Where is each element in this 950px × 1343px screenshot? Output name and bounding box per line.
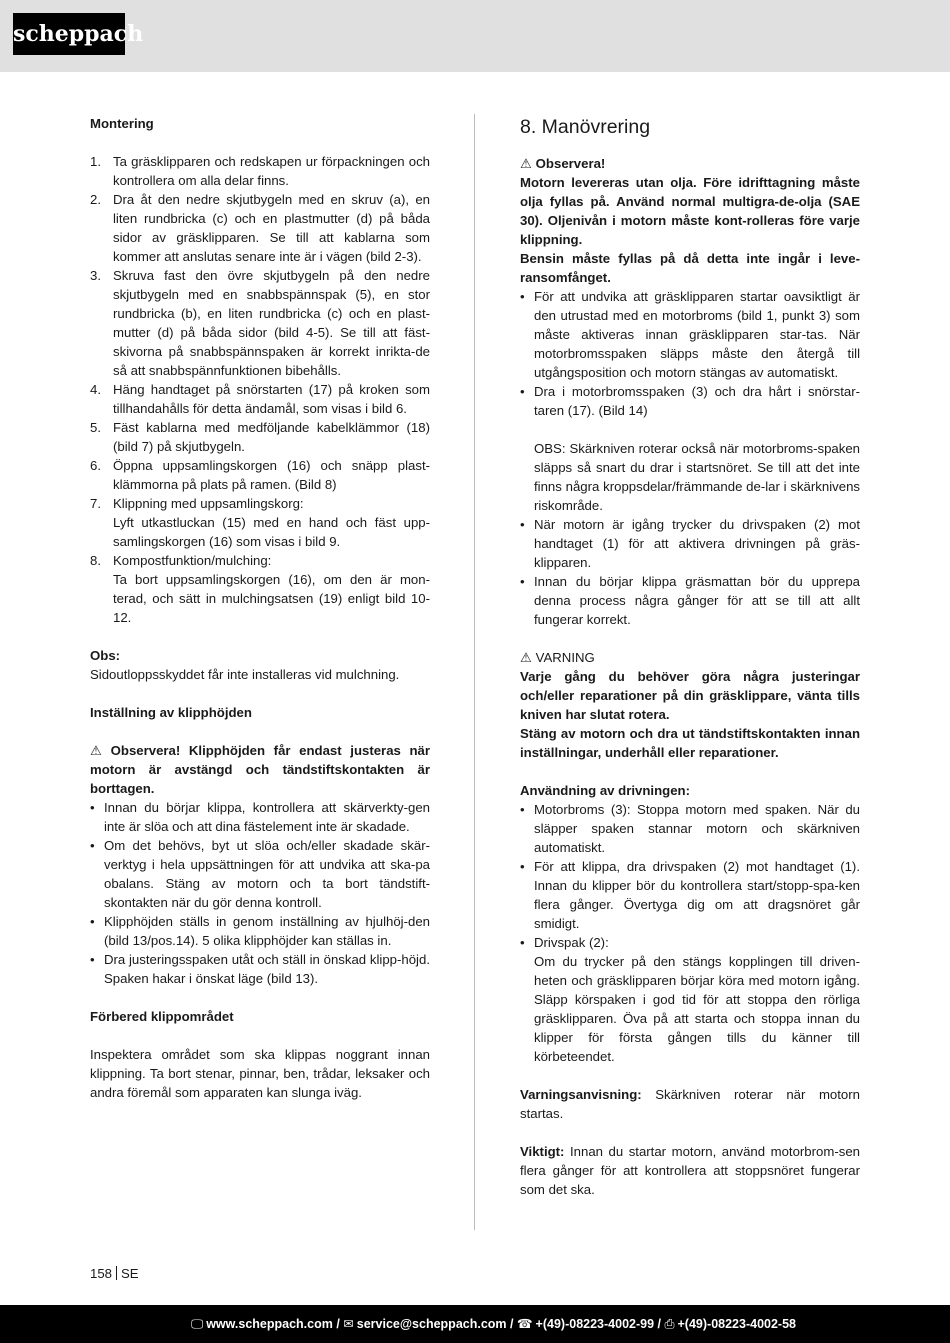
- height-warning: [90, 741, 430, 798]
- bullet-text: Dra justeringsspaken utåt och ställ in önskad klipp-höjd. Spaken hakar i önskat läge (bild 13).: [104, 952, 430, 986]
- bullet-subtext: Om du trycker på den stängs kopplingen till driven-heten och gräsklipparen börjar köra med motorn igång. Släpp körspaken i god tid för att stoppa den rörliga gräsklipparen. Öva på att starta och stoppa innan du klipper för första gången tills du känner till körbeteendet.: [534, 954, 860, 1064]
- bullet-text: Drivspak (2):: [534, 935, 609, 950]
- separator: /: [336, 1317, 344, 1331]
- step-text: Fäst kablarna med medföljande kabelklämmor (18) (bild 7) på skjutbygeln.: [113, 420, 430, 454]
- bullet: •: [520, 289, 525, 304]
- list-item: [90, 836, 430, 912]
- warning-label: [520, 648, 860, 667]
- fuel-text: Bensin måste fyllas på då detta inte ingår i leve-ransomfånget.: [520, 251, 860, 285]
- page-separator: [116, 1266, 117, 1280]
- brand-logo: scheppach: [13, 13, 125, 55]
- step-text: Skruva fast den övre skjutbygeln på den nedre skjutbygeln med en snabbspännspak (5), en stor rundbricka (b), en liten rundbricka (c) och en plast-mutter (d) på båda sidor (bild 4-5). Se till att fäst-skivorna på snabbspännspaken är korrekt inrikta-de så att snabbspännfunktionen bibehålls.: [113, 268, 430, 378]
- step-number: 7.: [90, 496, 101, 511]
- bullet: •: [520, 935, 525, 950]
- warning-text-1: Varje gång du behöver göra några justeringar och/eller reparationer på din gräsklippare, vänta tills kniven har slutat rotera.: [520, 669, 860, 722]
- bullet: •: [520, 517, 525, 532]
- step-text: Häng handtaget på snörstarten (17) på kroken som tillhandahålls för detta ändamål, som visas i bild 6.: [113, 382, 430, 416]
- section-title: 8. Manövrering: [520, 116, 651, 138]
- fax-icon: ⎙: [664, 1317, 675, 1331]
- oil-text: Motorn levereras utan olja. Före idrifttagning måste olja fyllas på. Använd normal multigra-de-olja (SAE 30). Oljenivån i motorn måste kont-rolleras före varje klippning.: [520, 175, 860, 247]
- bullet-text: Innan du börjar klippa gräsmattan bör du upprepa denna process några gånger för att se till att allt fungerar korrekt.: [534, 574, 860, 627]
- bullet: •: [90, 800, 95, 815]
- list-item: [90, 494, 430, 551]
- caution-text: Skärkniven roterar när motorn startas.: [520, 1087, 860, 1121]
- list-item: [520, 515, 860, 572]
- list-item: [520, 287, 860, 382]
- website-link[interactable]: www.scheppach.com: [206, 1317, 333, 1331]
- observe-label: [520, 154, 860, 173]
- height-warning-text: Observera! Klipphöjden får endast justeras när motorn är avstängd och tändstiftskontakten är borttagen.: [90, 743, 430, 796]
- left-column: [90, 114, 430, 1102]
- observe-label-text: Observera!: [535, 156, 606, 171]
- list-item: [90, 456, 430, 494]
- bullet-text: När motorn är igång trycker du drivspaken (2) mot handtaget (1) för att aktivera drivningen på gräs-klipparen.: [534, 517, 860, 570]
- step-number: 3.: [90, 268, 101, 283]
- step-number: 2.: [90, 192, 101, 207]
- operation-bullets: [520, 287, 860, 420]
- step-text: Dra åt den nedre skjutbygeln med en skruv (a), en liten rundbricka (c) och en plastmutter (d) på båda sidor av gräsklipparen. Se till att kablarna som kommer att anslutas senare inte är i vägen (bild 2-3).: [113, 192, 430, 264]
- fax-number: +(49)-08223-4002-58: [677, 1317, 796, 1331]
- bullet-text: Om det behövs, byt ut slöa och/eller skadade skär-verktyg i hela uppsättningen för att undvika att ska-pa obalans. Stäng av motorn och ta bort tändstift-skontakten när du gör denna kontroll.: [104, 838, 430, 910]
- operation-bullets-2: [520, 515, 860, 629]
- important-text: Innan du startar motorn, använd motorbrom-sen flera gånger för att kontrollera att stoppsnöret fungerar som det ska.: [520, 1144, 860, 1197]
- bullet-text: Klipphöjden ställs in genom inställning av hjulhöj-den (bild 13/pos.14). 5 olika klipphöjder kan ställas in.: [104, 914, 430, 948]
- step-text: Ta gräsklipparen och redskapen ur förpackningen och kontrollera om alla delar finns.: [113, 154, 430, 188]
- height-bullets: [90, 798, 430, 988]
- step-subtext: Ta bort uppsamlingskorgen (16), om den är mon-terad, och sätt in mulchingsatsen (19) enligt bild 10-12.: [113, 572, 430, 625]
- contact-line: [191, 1305, 796, 1343]
- list-item: [90, 190, 430, 266]
- bullet: •: [520, 859, 525, 874]
- list-item: [520, 800, 860, 857]
- obs-text: Sidoutloppsskyddet får inte installeras vid mulchning.: [90, 667, 400, 682]
- header-bar: [0, 0, 950, 72]
- drive-bullets: [520, 800, 860, 1066]
- warning-triangle-icon: ⚠: [520, 156, 532, 171]
- bullet: •: [520, 802, 525, 817]
- list-item: [90, 380, 430, 418]
- list-item: [520, 572, 860, 629]
- page-number-area: [90, 1264, 139, 1283]
- obs-note: OBS: Skärkniven roterar också när motorbroms-spaken släpps så snart du drar i startsnöret. Se till att det inte finns några kroppsdelar/främmande de-lar i skärknivens riskområde.: [534, 441, 860, 513]
- height-heading: Inställning av klipphöjden: [90, 705, 252, 720]
- list-item: [90, 798, 430, 836]
- list-item: [90, 418, 430, 456]
- separator: /: [510, 1317, 517, 1331]
- page-number: 158: [90, 1266, 113, 1281]
- important-label: Viktigt:: [520, 1144, 565, 1159]
- bullet: •: [90, 914, 95, 929]
- obs-label: Obs:: [90, 648, 121, 663]
- step-text: Öppna uppsamlingskorgen (16) och snäpp plast-klämmorna på plats på ramen. (Bild 8): [113, 458, 430, 492]
- right-column: [520, 114, 860, 1199]
- bullet: •: [520, 384, 525, 399]
- separator: /: [657, 1317, 665, 1331]
- step-number: 4.: [90, 382, 101, 397]
- phone-number: +(49)-08223-4002-99: [535, 1317, 655, 1331]
- step-number: 1.: [90, 154, 101, 169]
- bullet: •: [90, 952, 95, 967]
- montering-steps: [90, 152, 430, 627]
- step-number: 5.: [90, 420, 101, 435]
- email-link[interactable]: service@scheppach.com: [356, 1317, 507, 1331]
- list-item: [90, 266, 430, 380]
- bullet-text: För att undvika att gräsklipparen startar oavsiktligt är den utrustad med en motorbroms (bild 1, punkt 3) som måste aktiveras innan gräsklipparen star-tas. När motorbromsspaken släpps måste den återgå till utgångsposition och motorn stängas av automatiskt.: [534, 289, 860, 380]
- step-text: Kompostfunktion/mulching:: [113, 553, 272, 568]
- montering-heading: Montering: [90, 116, 154, 131]
- list-item: [90, 152, 430, 190]
- warning-text-2: Stäng av motorn och dra ut tändstiftskontakten innan inställningar, underhåll eller reparationer.: [520, 726, 860, 760]
- warning-label-text: VARNING: [535, 650, 595, 665]
- step-number: 6.: [90, 458, 101, 473]
- prep-heading: Förbered klippområdet: [90, 1009, 234, 1024]
- list-item: [90, 551, 430, 627]
- list-item: [520, 857, 860, 933]
- prep-text: Inspektera området som ska klippas noggrant innan klippning. Ta bort stenar, pinnar, ben, trådar, leksaker och andra föremål som apparaten kan slunga iväg.: [90, 1047, 430, 1100]
- column-divider: [474, 114, 475, 1230]
- warning-triangle-icon: ⚠: [520, 650, 532, 665]
- footer-bar: [0, 1305, 950, 1343]
- important-note: [520, 1142, 860, 1199]
- bullet-text: Dra i motorbromsspaken (3) och dra hårt i snörstar-taren (17). (Bild 14): [534, 384, 860, 418]
- bullet-text: Innan du börjar klippa, kontrollera att skärverkty-gen inte är slöa och att dina fästelement inte är skadade.: [104, 800, 430, 834]
- step-subtext: Lyft utkastluckan (15) med en hand och fäst upp-samlingskorgen (16) som visas i bild 9.: [113, 515, 430, 549]
- mail-icon: ✉: [343, 1317, 354, 1331]
- caution-note: [520, 1085, 860, 1123]
- list-item: [520, 933, 860, 1066]
- bullet-text: För att klippa, dra drivspaken (2) mot handtaget (1). Innan du klipper bör du kontrollera start/stopp-spa-ken flera gånger. Övertyga dig om att dragsnöret går smidigt.: [534, 859, 860, 931]
- language-code: SE: [121, 1266, 139, 1281]
- list-item: [90, 950, 430, 988]
- drive-heading: Användning av drivningen:: [520, 783, 690, 798]
- bullet-text: Motorbroms (3): Stoppa motorn med spaken. När du släpper spaken stannar motorn och skärkniven automatiskt.: [534, 802, 860, 855]
- monitor-icon: 🖵: [191, 1317, 204, 1331]
- phone-icon: ☎: [516, 1317, 533, 1331]
- list-item: [520, 382, 860, 420]
- step-text: Klippning med uppsamlingskorg:: [113, 496, 304, 511]
- caution-label: Varningsanvisning:: [520, 1087, 642, 1102]
- bullet: •: [520, 574, 525, 589]
- bullet: •: [90, 838, 95, 853]
- warning-triangle-icon: ⚠: [90, 743, 102, 758]
- list-item: [90, 912, 430, 950]
- step-number: 8.: [90, 553, 101, 568]
